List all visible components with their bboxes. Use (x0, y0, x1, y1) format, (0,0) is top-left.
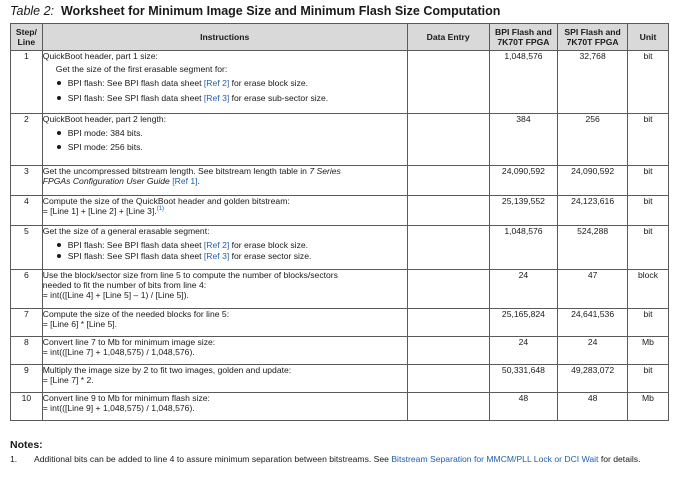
spi-value: 524,288 (558, 226, 628, 270)
bpi-value: 1,048,576 (489, 51, 558, 114)
unit-value: block (627, 270, 668, 309)
header-data-entry: Data Entry (407, 24, 489, 51)
spi-value: 48 (558, 393, 628, 421)
data-entry-cell[interactable] (407, 393, 489, 421)
bpi-value: 1,048,576 (489, 226, 558, 270)
table-row (11, 337, 669, 365)
table-row (11, 196, 669, 226)
unit-value: Mb (627, 337, 668, 365)
unit-value: bit (627, 365, 668, 393)
data-entry-cell[interactable] (407, 226, 489, 270)
note-number: 1. (10, 454, 18, 464)
table-row (11, 270, 669, 309)
note-text: Additional bits can be added to line 4 to assure minimum separation between bitstreams. See Bitstream Separation for MMCM/PLL Lock or DCI Wait for details. (34, 454, 641, 464)
instruction-cell: Use the block/sector size from line 5 to compute the number of blocks/sectors needed to fit the number of bits from line 4: = int(([Line 4] + [Line 5] – 1) / [Line 5]). (42, 270, 407, 309)
step-cell: 4 (11, 196, 43, 226)
table-title: Worksheet for Minimum Image Size and Minimum Flash Size Computation (60, 4, 501, 18)
notes-heading: Notes: (10, 439, 43, 451)
table-row (11, 393, 669, 421)
step-cell: 2 (11, 114, 43, 166)
bpi-value: 48 (489, 393, 558, 421)
table-row (11, 226, 669, 270)
unit-value: bit (627, 166, 668, 196)
table-row (11, 114, 669, 166)
bpi-value: 384 (489, 114, 558, 166)
unit-value: bit (627, 51, 668, 114)
instruction-cell: Get the uncompressed bitstream length. See bitstream length table in 7 Series FPGAs Configuration User Guide [Ref 1]. (42, 166, 407, 196)
instruction-cell: QuickBoot header, part 1 size: Get the size of the first erasable segment for: BPI flash: See BPI flash data sheet [Ref 2] for erase block size. SPI flash: See SPI flash data sheet [Ref 3] for erase sub-sector size. (42, 51, 407, 114)
spi-value: 49,283,072 (558, 365, 628, 393)
data-entry-cell[interactable] (407, 270, 489, 309)
table-row (11, 309, 669, 337)
table-number: Table 2: (10, 4, 55, 18)
table-header-row (11, 24, 669, 51)
bitstream-separation-link[interactable]: Bitstream Separation for MMCM/PLL Lock or DCI Wait (391, 454, 599, 464)
step-cell: 3 (11, 166, 43, 196)
worksheet-table (10, 23, 669, 421)
instruction-cell: Compute the size of the QuickBoot header and golden bitstream: = [Line 1] + [Line 2] + [Line 3].$^{(1)}$ (42, 196, 407, 226)
step-cell: 6 (11, 270, 43, 309)
bpi-value: 24 (489, 270, 558, 309)
spi-value: 24,123,616 (558, 196, 628, 226)
step-cell: 8 (11, 337, 43, 365)
data-entry-cell[interactable] (407, 166, 489, 196)
unit-value: bit (627, 309, 668, 337)
ref-2-link[interactable]: [Ref 2] (203, 240, 230, 251)
step-cell: 1 (11, 51, 43, 114)
note-1 (10, 454, 675, 465)
bpi-value: 24,090,592 (489, 166, 558, 196)
spi-value: 32,768 (558, 51, 628, 114)
bpi-value: 25,165,824 (489, 309, 558, 337)
step-cell: 7 (11, 309, 43, 337)
instruction-cell: Convert line 9 to Mb for minimum flash size: = int(([Line 9] + 1,048,575) / 1,048,576). (42, 393, 407, 421)
ref-3-link[interactable]: [Ref 3] (203, 251, 230, 262)
unit-value: Mb (627, 393, 668, 421)
header-unit: Unit (627, 24, 668, 51)
step-cell: 5 (11, 226, 43, 270)
spi-value: 24,641,536 (558, 309, 628, 337)
header-spi-flash: SPI Flash and 7K70T FPGA (558, 24, 628, 51)
bpi-value: 25,139,552 (489, 196, 558, 226)
table-row (11, 365, 669, 393)
unit-value: bit (627, 114, 668, 166)
table-caption (10, 4, 500, 18)
bpi-value: 24 (489, 337, 558, 365)
spi-value: 24,090,592 (558, 166, 628, 196)
spi-value: 24 (558, 337, 628, 365)
spi-value: 256 (558, 114, 628, 166)
step-cell: 10 (11, 393, 43, 421)
instruction-cell: Convert line 7 to Mb for minimum image size: = int(([Line 7] + 1,048,575) / 1,048,576). (42, 337, 407, 365)
step-cell: 9 (11, 365, 43, 393)
data-entry-cell[interactable] (407, 196, 489, 226)
header-bpi-flash: BPI Flash and 7K70T FPGA (489, 24, 558, 51)
data-entry-cell[interactable] (407, 365, 489, 393)
instruction-cell: Multiply the image size by 2 to fit two images, golden and update: = [Line 7] * 2. (42, 365, 407, 393)
ref-3-link[interactable]: [Ref 3] (203, 92, 230, 103)
header-instructions: Instructions (42, 24, 407, 51)
unit-value: bit (627, 226, 668, 270)
table-row (11, 166, 669, 196)
ref-1-link[interactable]: [Ref 1] (172, 176, 198, 187)
data-entry-cell[interactable] (407, 309, 489, 337)
data-entry-cell[interactable] (407, 114, 489, 166)
instruction-cell: Get the size of a general erasable segment: BPI flash: See BPI flash data sheet [Ref 2] for erase block size. SPI flash: See SPI flash data sheet [Ref 3] for erase sector size. (42, 226, 407, 270)
header-step-line: Step/ Line (11, 24, 43, 51)
unit-value: bit (627, 196, 668, 226)
instruction-cell: Compute the size of the needed blocks for line 5: = [Line 6] * [Line 5]. (42, 309, 407, 337)
table-row (11, 51, 669, 114)
instruction-cell: QuickBoot header, part 2 length: BPI mode: 384 bits. SPI mode: 256 bits. (42, 114, 407, 166)
bpi-value: 50,331,648 (489, 365, 558, 393)
spi-value: 47 (558, 270, 628, 309)
footnote-ref[interactable]: (1) (156, 206, 165, 213)
data-entry-cell[interactable] (407, 51, 489, 114)
ref-2-link[interactable]: [Ref 2] (203, 78, 230, 89)
data-entry-cell[interactable] (407, 337, 489, 365)
